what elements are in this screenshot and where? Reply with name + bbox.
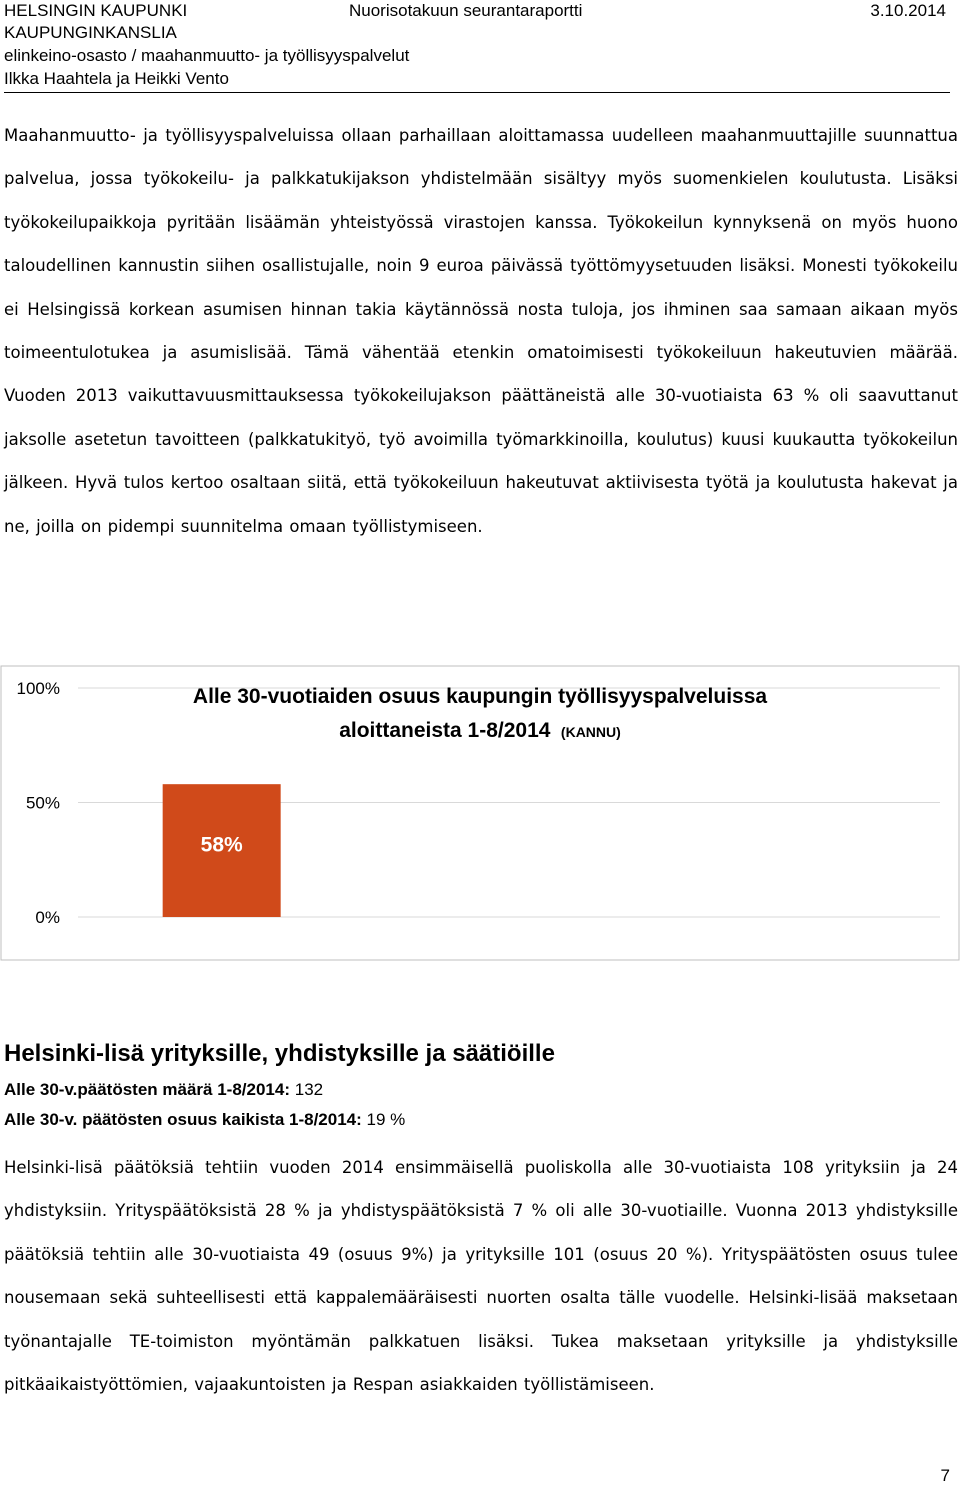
chart-border bbox=[1, 666, 959, 960]
chart-title-period: aloittaneista 1-8/2014 bbox=[339, 719, 551, 742]
stat-decision-share-value: 19 % bbox=[366, 1110, 406, 1129]
chart-title-source: (KANNU) bbox=[560, 724, 621, 740]
bar-chart bbox=[0, 665, 960, 961]
section-title: Helsinki-lisä yrityksille, yhdistyksille ja säätiöille bbox=[4, 1040, 555, 1067]
stat-decision-count bbox=[4, 1080, 323, 1100]
y-tick-label: 50% bbox=[25, 793, 60, 813]
header-authors: Ilkka Haahtela ja Heikki Vento bbox=[4, 69, 229, 88]
header-organization: HELSINGIN KAUPUNKI bbox=[4, 1, 188, 20]
stat-decision-count-value: 132 bbox=[294, 1080, 324, 1099]
body-paragraph-2: Helsinki-lisä päätöksiä tehtiin vuoden 2014 ensimmäisellä puoliskolla alle 30-vuotiaista 108 yrityksiin ja 24 yhdistyksiin. Yrityspäätöksistä 28 % ja yhdistyspäätöksistä 7 % oli alle 30-vuotiaille. Vuonna 2013 yhdistyksille päätöksiä tehtiin alle 30-vuotiaista 49 (osuus 9%) ja yrityksille 101 (osuus 20 %). Yrityspäätösten osuus tulee nousemaan sekä suhteellisesti että kappalemääräisesti nuorten osalta tälle vuodelle. Helsinki-lisää maksetaan työnantajalle TE-toimiston myöntämän palkkatuen lisäksi. Tukea maksetaan yrityksille ja yhdistyksille pitkäaikaistyöttömien, vajaakuntoisten ja Respan asiakkaiden työllistämiseen. bbox=[4, 1158, 958, 1395]
page-header bbox=[4, 0, 950, 93]
header-unit: elinkeino-osasto / maahanmuutto- ja työllisyyspalvelut bbox=[4, 46, 410, 65]
stat-decision-share bbox=[4, 1110, 405, 1130]
stat-decision-share-label: Alle 30-v. päätösten osuus kaikista 1-8/2014: bbox=[4, 1110, 362, 1129]
header-department: KAUPUNGINKANSLIA bbox=[4, 23, 177, 42]
header-date: 3.10.2014 bbox=[870, 1, 946, 20]
header-report-title: Nuorisotakuun seurantaraportti bbox=[349, 1, 583, 20]
chart-title-line1: Alle 30-vuotiaiden osuus kaupungin työllisyyspalveluissa bbox=[192, 685, 768, 708]
y-tick-label: 0% bbox=[35, 908, 60, 927]
bar-value-label: 58% bbox=[200, 833, 243, 857]
y-tick-label: 100% bbox=[16, 679, 60, 698]
body-paragraph-1: Maahanmuutto- ja työllisyyspalveluissa ollaan parhaillaan aloittamassa uudelleen maahanmuuttajille suunnattua palvelua, jossa työkokeilu- ja palkkatukijakson yhdistelmään sisältyy myös suomenkielen koulutusta. Lisäksi työkokeilupaikkoja pyritään lisäämän yhteistyössä virastojen kanssa. Työkokeilun kynnyksenä on myös huono taloudellinen kannustin siihen osallistujalle, noin 9 euroa päivässä työttömyysetuuden lisäksi. Monesti työkokeilu ei Helsingissä korkean asumisen hinnan takia käytännössä nosta tuloja, jos ihminen saa samaan aikaan myös toimeentulotukea ja asumislisää. Tämä vähentää etenkin omatoimisesti työkokeiluun hakeutuvien määrää. Vuoden 2013 vaikuttavuusmittauksessa työkokeilujakson päättäneistä alle 30-vuotiaista 63 % oli saavuttanut jaksolle asetetun tavoitteen (palkkatukityö, työ avoimilla työmarkkinoilla, koulutus) kuusi kuukautta työkokeilun jälkeen. Hyvä tulos kertoo osaltaan siitä, että työkokeiluun hakeutuvat aktiivisesta työtä ja koulutusta hakevat ja ne, joilla on pidempi suunnitelma omaan työllistymiseen. bbox=[4, 126, 958, 536]
stat-decision-count-label: Alle 30-v.päätösten määrä 1-8/2014: bbox=[4, 1080, 290, 1099]
chart-value-labels bbox=[201, 833, 243, 856]
page-number: 7 bbox=[940, 1466, 950, 1485]
